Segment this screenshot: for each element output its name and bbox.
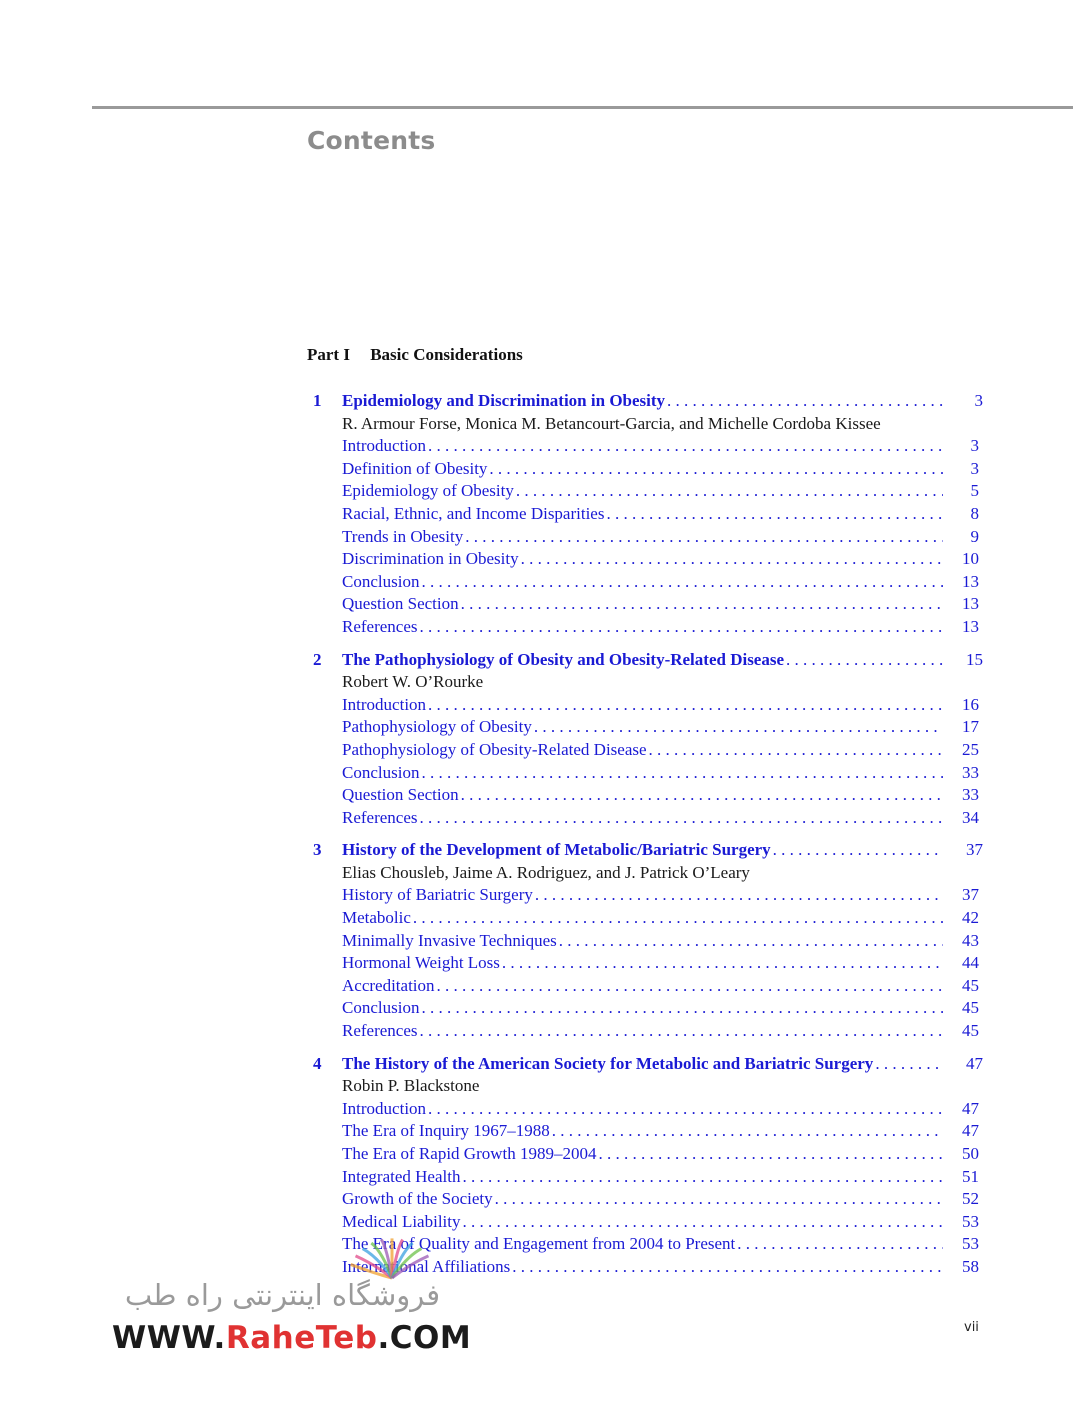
- section-title: Integrated Health: [342, 1166, 461, 1186]
- chapter-title: History of the Development of Metabolic/Bariatric Surgery: [342, 840, 771, 860]
- chapter-authors: Robert W. O’Rourke: [342, 672, 484, 692]
- section-link[interactable]: [342, 526, 979, 549]
- chapter-authors: R. Armour Forse, Monica M. Betancourt-Garcia, and Michelle Cordoba Kissee: [342, 413, 881, 433]
- section-line: [307, 548, 983, 571]
- dot-leader: [413, 907, 943, 930]
- section-link[interactable]: [342, 1120, 979, 1143]
- dot-leader: [461, 784, 943, 807]
- section-link[interactable]: [342, 1166, 979, 1189]
- section-line: [307, 975, 983, 998]
- chapter-heading-line: [307, 1053, 983, 1076]
- section-title: History of Bariatric Surgery: [342, 885, 533, 905]
- section-page: 3: [970, 436, 979, 456]
- watermark-url-prefix: WWW.: [112, 1320, 226, 1356]
- dot-leader: [463, 1211, 944, 1234]
- dot-leader: [428, 694, 943, 717]
- dot-leader: [516, 480, 943, 503]
- section-page: 5: [970, 481, 979, 501]
- section-link[interactable]: [342, 784, 979, 807]
- section-line: [307, 694, 983, 717]
- chapter-heading-line: [307, 390, 983, 413]
- section-link[interactable]: [342, 1020, 979, 1043]
- section-line: [307, 739, 983, 762]
- section-line: [307, 458, 983, 481]
- section-link[interactable]: [342, 807, 979, 830]
- section-link[interactable]: [342, 571, 979, 594]
- authors-line: [307, 671, 983, 694]
- section-link[interactable]: [342, 593, 979, 616]
- section-line: [307, 526, 983, 549]
- dot-leader: [421, 571, 943, 594]
- dot-leader: [489, 458, 943, 481]
- chapter-block: [307, 839, 983, 1042]
- section-line: [307, 593, 983, 616]
- section-link[interactable]: [342, 1098, 979, 1121]
- chapter-title: The History of the American Society for Metabolic and Bariatric Surgery: [342, 1053, 874, 1073]
- section-page: 33: [962, 762, 979, 782]
- section-title: Conclusion: [342, 571, 420, 591]
- section-link[interactable]: [342, 975, 979, 998]
- dot-leader: [437, 975, 943, 998]
- dot-leader: [649, 739, 943, 762]
- dot-leader: [512, 1256, 943, 1279]
- chapter-page: 3: [974, 391, 983, 410]
- section-page: 53: [962, 1234, 979, 1254]
- section-title: References: [342, 1021, 418, 1041]
- section-title: The Era of Rapid Growth 1989–2004: [342, 1144, 597, 1163]
- section-title: Conclusion: [342, 998, 420, 1018]
- part-name: Basic Considerations: [370, 345, 523, 364]
- dot-leader: [535, 884, 943, 907]
- section-link[interactable]: [342, 1143, 979, 1166]
- part-title: [307, 345, 523, 365]
- dot-leader: [606, 503, 943, 526]
- section-link[interactable]: [342, 997, 979, 1020]
- section-title: Definition of Obesity: [342, 458, 488, 478]
- section-title: Pathophysiology of Obesity-Related Disease: [342, 739, 647, 759]
- chapter-authors: Elias Chousleb, Jaime A. Rodriguez, and J. Patrick O’Leary: [342, 862, 750, 882]
- dot-leader: [786, 649, 943, 672]
- section-line: [307, 571, 983, 594]
- section-title: Question Section: [342, 594, 459, 614]
- section-page: 45: [962, 1021, 979, 1041]
- page-title: Contents: [307, 126, 436, 155]
- watermark-url-brand: RaheTeb: [225, 1320, 378, 1356]
- section-link[interactable]: [342, 503, 979, 526]
- section-title: Conclusion: [342, 762, 420, 782]
- chapter-page: 37: [966, 840, 983, 860]
- chapter-title-link[interactable]: [342, 839, 983, 862]
- section-title: The Era of Quality and Engagement from 2004 to Present: [342, 1234, 736, 1254]
- dot-leader: [773, 839, 943, 862]
- chapter-title-link[interactable]: [342, 390, 983, 413]
- section-page: 45: [962, 975, 979, 995]
- top-rule: [92, 106, 1073, 109]
- section-line: [307, 1098, 983, 1121]
- dot-leader: [420, 807, 943, 830]
- section-title: References: [342, 807, 418, 827]
- dot-leader: [465, 526, 943, 549]
- section-link[interactable]: [342, 762, 979, 785]
- section-page: 37: [962, 885, 979, 905]
- chapter-title-link[interactable]: [342, 1053, 983, 1076]
- chapter-heading-line: [307, 649, 983, 672]
- section-page: 52: [962, 1189, 979, 1209]
- section-title: Hormonal Weight Loss: [342, 953, 500, 973]
- section-line: [307, 1020, 983, 1043]
- dot-leader: [502, 952, 943, 975]
- dot-leader: [461, 593, 943, 616]
- section-line: [307, 480, 983, 503]
- section-link[interactable]: [342, 952, 979, 975]
- section-page: 33: [962, 785, 979, 805]
- section-line: [307, 1143, 983, 1166]
- section-title: Racial, Ethnic, and Income Disparities: [342, 503, 605, 523]
- section-page: 8: [970, 503, 979, 523]
- authors-line: [307, 862, 983, 885]
- section-title: Introduction: [342, 436, 427, 456]
- section-title: Accreditation: [342, 975, 435, 995]
- dot-leader: [737, 1233, 943, 1256]
- section-link[interactable]: [342, 694, 979, 717]
- section-line: [307, 907, 983, 930]
- chapter-page: 15: [966, 649, 983, 669]
- chapter-number: 4: [313, 1053, 322, 1073]
- section-line: [307, 884, 983, 907]
- section-title: Pathophysiology of Obesity: [342, 717, 532, 737]
- dot-leader: [875, 1053, 943, 1076]
- section-link[interactable]: [342, 616, 979, 639]
- section-page: 13: [962, 616, 979, 636]
- section-page: 50: [962, 1144, 979, 1163]
- section-page: 47: [962, 1098, 979, 1118]
- dot-leader: [534, 716, 943, 739]
- dot-leader: [420, 616, 943, 639]
- section-line: [307, 997, 983, 1020]
- chapter-authors: Robin P. Blackstone: [342, 1076, 480, 1096]
- section-link[interactable]: [342, 458, 979, 481]
- section-title: Minimally Invasive Techniques: [342, 930, 557, 950]
- section-page: 58: [962, 1256, 979, 1276]
- chapter-page: 47: [966, 1053, 983, 1073]
- dot-leader: [462, 1166, 943, 1189]
- watermark-url-suffix: .COM: [377, 1320, 472, 1356]
- chapter-title: The Pathophysiology of Obesity and Obesity-Related Disease: [342, 649, 785, 669]
- section-line: [307, 762, 983, 785]
- section-page: 3: [970, 458, 979, 478]
- dot-leader: [667, 390, 943, 413]
- authors-line: [307, 1075, 983, 1098]
- dot-leader: [495, 1188, 943, 1211]
- page-number: vii: [964, 1320, 979, 1335]
- section-link[interactable]: [342, 930, 979, 953]
- section-title: Discrimination in Obesity: [342, 549, 519, 569]
- section-title: The Era of Inquiry 1967–1988: [342, 1121, 550, 1141]
- section-link[interactable]: [342, 739, 979, 762]
- section-line: [307, 784, 983, 807]
- section-page: 51: [962, 1166, 979, 1186]
- section-link[interactable]: [342, 716, 979, 739]
- dot-leader: [521, 548, 943, 571]
- section-line: [307, 435, 983, 458]
- dot-leader: [428, 435, 943, 458]
- watermark: [110, 1222, 470, 1362]
- section-link[interactable]: [342, 480, 979, 503]
- section-page: 16: [962, 694, 979, 714]
- chapter-title: Epidemiology and Discrimination in Obesity: [342, 391, 666, 410]
- dot-leader: [421, 997, 943, 1020]
- section-title: References: [342, 616, 418, 636]
- dot-leader: [420, 1020, 943, 1043]
- section-line: [307, 616, 983, 639]
- dot-leader: [552, 1120, 943, 1143]
- section-title: Introduction: [342, 694, 427, 714]
- dot-leader: [559, 930, 943, 953]
- section-line: [307, 807, 983, 830]
- watermark-url: [112, 1320, 471, 1356]
- chapter-title-link[interactable]: [342, 649, 983, 672]
- table-of-contents: [307, 390, 983, 1289]
- section-page: 25: [962, 739, 979, 759]
- section-page: 45: [962, 998, 979, 1018]
- section-title: Question Section: [342, 785, 459, 805]
- section-link[interactable]: [342, 884, 979, 907]
- book-logo-icon: [332, 1222, 452, 1282]
- section-title: Epidemiology of Obesity: [342, 481, 514, 501]
- dot-leader: [428, 1098, 943, 1121]
- section-title: Medical Liability: [342, 1211, 461, 1231]
- dot-leader: [598, 1143, 943, 1166]
- section-page: 13: [962, 571, 979, 591]
- section-link[interactable]: [342, 435, 979, 458]
- dot-leader: [421, 762, 943, 785]
- section-line: [307, 1188, 983, 1211]
- section-page: 9: [970, 526, 979, 546]
- section-page: 43: [962, 930, 979, 950]
- chapter-heading-line: [307, 839, 983, 862]
- section-line: [307, 1120, 983, 1143]
- section-line: [307, 503, 983, 526]
- section-page: 47: [962, 1121, 979, 1141]
- section-page: 13: [962, 594, 979, 614]
- section-title: Growth of the Society: [342, 1189, 493, 1209]
- section-line: [307, 1166, 983, 1189]
- section-title: Metabolic: [342, 908, 411, 928]
- section-link[interactable]: [342, 548, 979, 571]
- section-line: [307, 716, 983, 739]
- section-page: 10: [962, 549, 979, 569]
- section-link[interactable]: [342, 1188, 979, 1211]
- section-line: [307, 952, 983, 975]
- section-page: 17: [962, 717, 979, 737]
- chapter-number: 2: [313, 649, 322, 669]
- section-title: Trends in Obesity: [342, 526, 464, 546]
- section-page: 34: [962, 807, 979, 827]
- section-title: Introduction: [342, 1098, 427, 1118]
- authors-line: [307, 413, 983, 436]
- section-page: 53: [962, 1211, 979, 1231]
- part-label: Part I: [307, 345, 350, 364]
- watermark-persian-text: فروشگاه اینترنتی راه طب: [124, 1278, 441, 1312]
- section-link[interactable]: [342, 907, 979, 930]
- section-title: International Affiliations: [342, 1256, 511, 1276]
- chapter-number: 3: [313, 840, 322, 860]
- chapter-block: [307, 649, 983, 830]
- section-line: [307, 930, 983, 953]
- chapter-number: 1: [313, 391, 322, 410]
- chapter-block: [307, 390, 983, 639]
- section-page: 44: [962, 953, 979, 973]
- section-page: 42: [962, 908, 979, 928]
